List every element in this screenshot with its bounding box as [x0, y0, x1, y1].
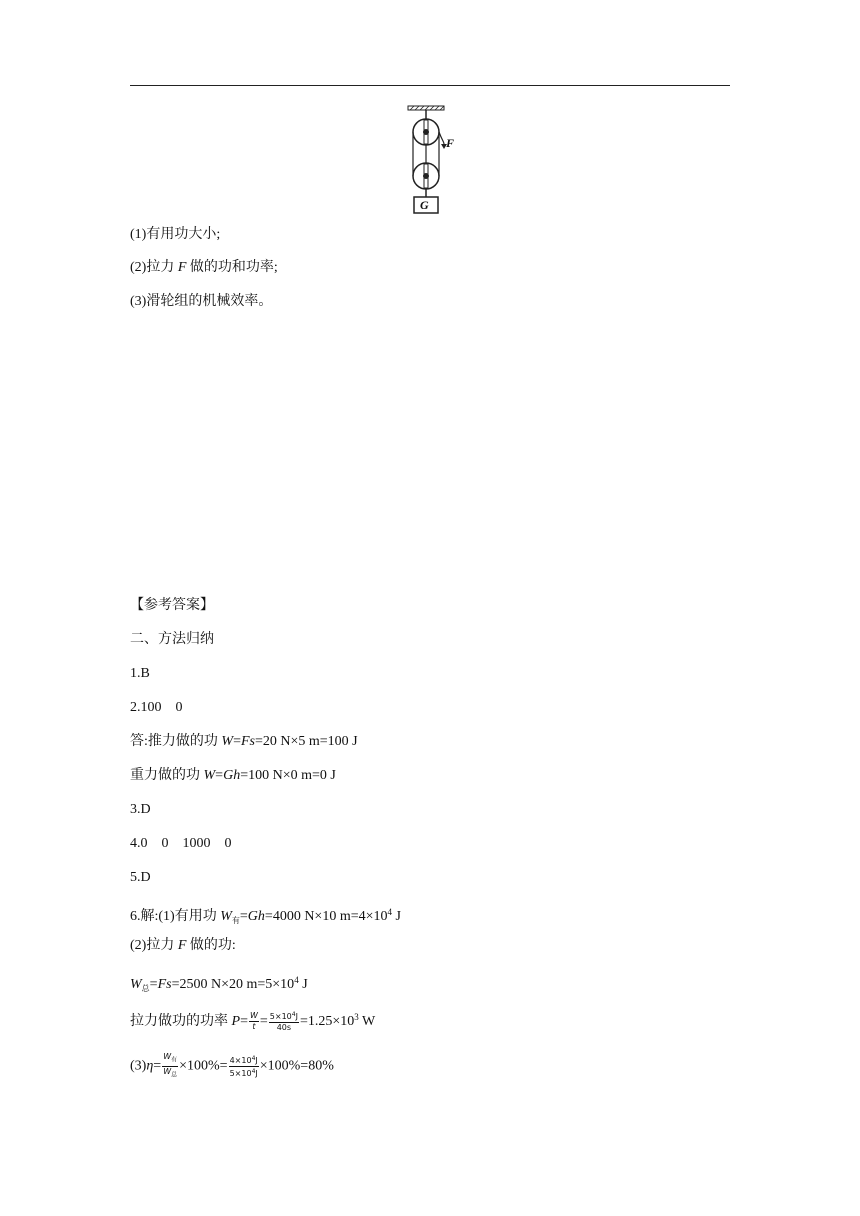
answer-6-efficiency: (3)η= $\frac{W_有}{W_总}$ ×100%= $\frac{4\times 10^4J}{5\times 10^4J}$ ×100%=80%: [130, 1052, 334, 1079]
question-1: (1)有用功大小;: [130, 227, 221, 242]
fraction-power-value: $\frac{5\times 10^4J}{40s}$: [269, 1011, 298, 1033]
answer-2-work-gravity: 重力做的功 W=Gh=100 N×0 m=0 J: [130, 768, 336, 783]
answer-3: 3.D: [130, 802, 151, 817]
answer-6-useful-work: 6.解:(1)有用功 $W_有=Gh=4000$ N×10 $m=4\times 10^4$ J: [130, 907, 401, 925]
answer-1: 1.B: [130, 666, 150, 681]
answer-2-work-push: 答:推力做的功 W=Fs=20 N×5 m=100 J: [130, 734, 358, 749]
fraction-useful-over-total: $\frac{W_有}{W_总}$: [163, 1052, 178, 1079]
answer-2: 2.100 0: [130, 700, 183, 715]
question-3: (3)滑轮组的机械效率。: [130, 294, 273, 309]
answer-4: 4.0 0 1000 0: [130, 836, 232, 851]
header-rule: [130, 85, 730, 86]
answer-6-total-work: $W_总=Fs=2500$ N×20 $m=5\times 10^4$ J: [130, 975, 308, 993]
answers-heading: 【参考答案】: [130, 598, 214, 613]
answer-6-power: 拉力做功的功率 P= $\frac{W}{t}$ = $\frac{5\times 10^4J}{40s}$ $=1.25\times 10^3$ W: [130, 1011, 376, 1033]
weight-label: G: [420, 198, 429, 212]
pulley-diagram: [400, 104, 460, 216]
answer-6-part-2: (2)拉力 F 做的功:: [130, 938, 236, 953]
fraction-w-over-t: $\frac{W}{t}$: [249, 1011, 258, 1032]
answer-5: 5.D: [130, 870, 151, 885]
force-label: F: [446, 136, 455, 150]
fraction-efficiency-values: $\frac{4\times 10^4J}{5\times 10^4J}$: [229, 1054, 258, 1078]
answers-section: 二、方法归纳: [130, 632, 214, 647]
question-2: (2)拉力 F 做的功和功率;: [130, 260, 278, 275]
